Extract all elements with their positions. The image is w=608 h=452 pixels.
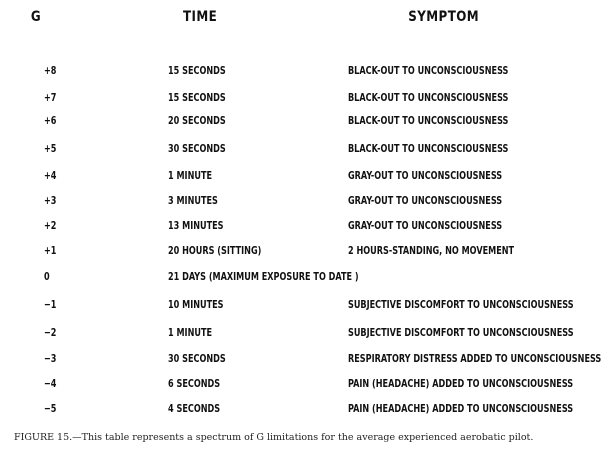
table-row (0, 219, 608, 239)
g-value: +3 (44, 194, 57, 207)
g-value: +7 (44, 91, 57, 104)
table-row (0, 326, 608, 346)
g-value: +1 (44, 244, 57, 257)
g-value: +6 (44, 114, 57, 127)
time-value: 30 SECONDS (168, 142, 226, 155)
time-value: 1 MINUTE (168, 326, 213, 339)
header-g: G (30, 9, 42, 25)
symptom-value: SUBJECTIVE DISCOMFORT TO UNCONSCIOUSNESS (348, 298, 574, 311)
time-value: 6 SECONDS (168, 377, 221, 390)
table-row (0, 352, 608, 372)
symptom-value: 2 HOURS-STANDING, NO MOVEMENT (348, 244, 515, 257)
symptom-value: PAIN (HEADACHE) ADDED TO UNCONSCIOUSNESS (348, 377, 574, 390)
symptom-value: SUBJECTIVE DISCOMFORT TO UNCONSCIOUSNESS (348, 326, 574, 339)
time-value: 1 MINUTE (168, 169, 213, 182)
table-row (0, 270, 608, 290)
g-value: −2 (44, 326, 57, 339)
time-value: 13 MINUTES (168, 219, 224, 232)
time-value: 20 SECONDS (168, 114, 226, 127)
table-row (0, 244, 608, 264)
table-row (0, 169, 608, 189)
table-row (0, 194, 608, 214)
table-row (0, 377, 608, 397)
symptom-value: GRAY-OUT TO UNCONSCIOUSNESS (348, 194, 503, 207)
g-value: −4 (44, 377, 57, 390)
header-time: TIME (183, 9, 218, 25)
time-value: 15 SECONDS (168, 91, 226, 104)
symptom-value: GRAY-OUT TO UNCONSCIOUSNESS (348, 169, 503, 182)
table-row (0, 114, 608, 134)
symptom-value: PAIN (HEADACHE) ADDED TO UNCONSCIOUSNESS (348, 402, 574, 415)
symptom-value: BLACK-OUT TO UNCONSCIOUSNESS (348, 64, 509, 77)
time-value: 10 MINUTES (168, 298, 224, 311)
g-value: −5 (44, 402, 57, 415)
table-row (0, 91, 608, 111)
table-row (0, 298, 608, 318)
g-value: −1 (44, 298, 57, 311)
time-value: 21 DAYS (MAXIMUM EXPOSURE TO DATE ) (168, 270, 359, 283)
time-value: 3 MINUTES (168, 194, 218, 207)
time-value: 15 SECONDS (168, 64, 226, 77)
table-row (0, 142, 608, 162)
time-value: 4 SECONDS (168, 402, 221, 415)
header-symptom: SYMPTOM (408, 9, 480, 25)
g-value: 0 (44, 270, 50, 283)
g-value: −3 (44, 352, 57, 365)
symptom-value: GRAY-OUT TO UNCONSCIOUSNESS (348, 219, 503, 232)
time-value: 30 SECONDS (168, 352, 226, 365)
symptom-value: BLACK-OUT TO UNCONSCIOUSNESS (348, 91, 509, 104)
g-value: +8 (44, 64, 57, 77)
g-value: +5 (44, 142, 57, 155)
table-row (0, 64, 608, 84)
table-row (0, 402, 608, 422)
g-value: +2 (44, 219, 57, 232)
figure-caption: FIGURE 15.—This table represents a spectrum of G limitations for the average experienced aerobatic pilot. (14, 432, 534, 443)
symptom-value: BLACK-OUT TO UNCONSCIOUSNESS (348, 114, 509, 127)
symptom-value: RESPIRATORY DISTRESS ADDED TO UNCONSCIOUSNESS (348, 352, 602, 365)
symptom-value: BLACK-OUT TO UNCONSCIOUSNESS (348, 142, 509, 155)
time-value: 20 HOURS (SITTING) (168, 244, 262, 257)
g-value: +4 (44, 169, 57, 182)
